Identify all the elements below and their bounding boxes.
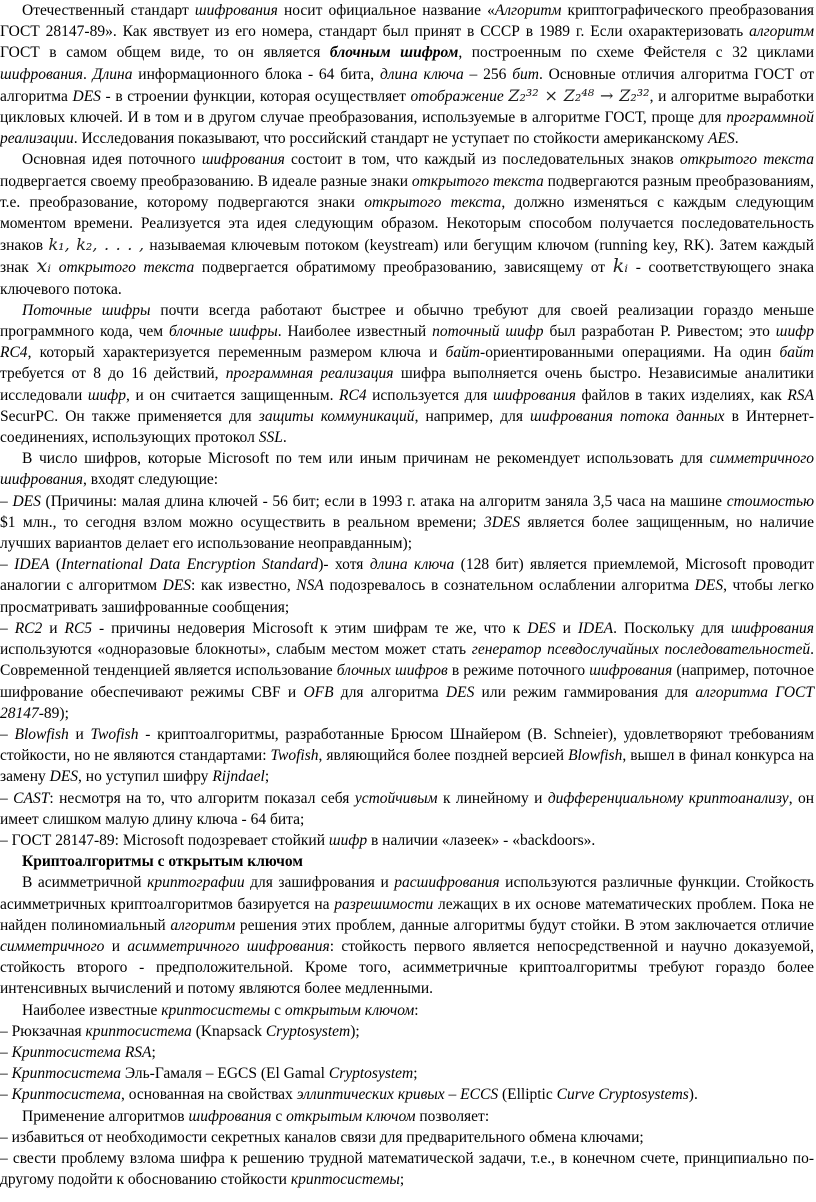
text-run: решения этих проблем, данные алгоритмы будут стойки. В этом заключается отличие (235, 916, 814, 934)
text-run: ГОСТ в самом общем виде, то он является (0, 44, 330, 62)
list-item-elgamal (0, 1063, 814, 1084)
italic-term: IDEA (14, 556, 50, 574)
text-run (51, 259, 59, 276)
italic-term: длина ключа (379, 65, 464, 83)
text-run: - в строении функции, которая осуществляет (100, 87, 411, 105)
italic-term: шифр (328, 831, 368, 849)
text-run: ; (264, 768, 270, 786)
text-run: . Наиболее известный (277, 323, 433, 341)
italic-term: открытого текста (411, 172, 544, 190)
text-run: : как известно, (191, 577, 297, 595)
text-run: ; (413, 1065, 418, 1083)
italic-term: шифрования (731, 619, 815, 637)
italic-term: Rijndael (212, 768, 265, 786)
italic-term: шифрования (201, 151, 285, 169)
italic-term: асимметричного шифрования (127, 937, 330, 955)
text-run: лежащих в их основе математических проблем. Пока не найден полиномиальный (0, 895, 814, 934)
text-run: – 256 (463, 65, 513, 83)
text-run: Наиболее известные (22, 1001, 162, 1019)
italic-term: шифрования (589, 662, 673, 680)
italic-term: Twofish (90, 725, 139, 743)
text-run: – (0, 1086, 12, 1104)
italic-term: стоимостью (726, 492, 815, 510)
list-item-eccs (0, 1084, 814, 1105)
list-item-des (0, 491, 814, 555)
italic-term: алгоритм (170, 916, 236, 934)
text-run: (Knapsack (191, 1022, 266, 1040)
text-run: , например, для (414, 407, 531, 425)
paragraph-stream-idea (0, 149, 814, 299)
paragraph-known-systems (0, 1000, 814, 1021)
text-run: (Причины: малая длина ключей - 56 бит; если в 1993 г. атака на алгоритм заняла 3,5 часа на машине (40, 492, 727, 510)
text-run: -ориентированными операциями. На один (480, 344, 780, 362)
text-run: , вышел в финал конкурса на замену (0, 747, 814, 786)
list-item-idea (0, 554, 814, 618)
italic-term: шифрования (492, 386, 576, 404)
text-run: , чтобы легко просматривать зашифрованные сообщения; (0, 577, 814, 616)
italic-term: шифрования (194, 2, 278, 19)
text-run: называемая ключевым потоком (keystream) или бегущим ключом (running key, RK). Затем каждый знак (0, 237, 814, 277)
list-item-rsa (0, 1042, 814, 1063)
italic-term: дифференциальному криптоанализу (547, 789, 789, 807)
text-run: SecurPC. Он также применяется для (0, 407, 259, 425)
text-run: с (271, 1107, 287, 1125)
text-run: . (734, 130, 739, 148)
italic-term: разрешимости (334, 895, 434, 913)
italic-term: Cryptosystem (328, 1065, 414, 1083)
text-run: )- хотя (318, 556, 370, 574)
text-run: . Современной тенденцией является использование (0, 641, 814, 680)
text-run: ; (151, 1043, 156, 1061)
text-run: : (414, 1001, 419, 1019)
italic-term: шифрования (0, 65, 83, 83)
paragraph-not-recommended (0, 448, 814, 490)
list-item-no-secret-channels (0, 1127, 814, 1148)
text-run: ). (688, 1086, 698, 1104)
text-run: – (0, 1065, 12, 1083)
italic-term: Blowfish (568, 747, 623, 765)
italic-term: открытого текста (679, 151, 814, 169)
text-run: информационного блока - 64 бита, (132, 65, 380, 83)
list-item-math-problem (0, 1148, 814, 1190)
italic-term: Алгоритм (494, 2, 562, 19)
text-run: $1 млн., то сегодня взлом можно осуществить в реальном времени; (0, 513, 484, 531)
text-run: – (0, 492, 13, 510)
italic-term: криптосистемы (161, 1001, 271, 1019)
italic-term: DES (445, 683, 475, 701)
paragraph-application (0, 1106, 814, 1127)
italic-term: OFB (303, 683, 334, 701)
text-run: : несмотря на то, что алгоритм показал себя (49, 789, 355, 807)
text-run: или режим гаммирования для (474, 683, 696, 701)
italic-term: CAST (13, 789, 50, 807)
text-run: В число шифров, которые Microsoft по тем или иным причинам не рекомендует использовать для (22, 450, 710, 468)
italic-term: защиты коммуникаций (258, 407, 415, 425)
italic-term: International Data Encryption Standard (61, 556, 319, 574)
text-run: в режиме поточного (447, 662, 590, 680)
text-run: почти всегда работают быстрее и обычно требуют для своей реализации гораздо меньше программного кода, чем (0, 301, 814, 341)
text-run: , построенным по схеме Фейстеля с 32 циклами (458, 44, 815, 62)
italic-term: Криптосистема (11, 1065, 121, 1083)
italic-term: шифрования потока данных (530, 407, 725, 425)
text-run: подвергаются разным преобразованиям, т.е. преобразование, которому подвергаются знаки (0, 172, 814, 211)
text-run: . Поскольку для (613, 619, 732, 637)
text-run: – (0, 789, 14, 807)
text-run: Отечественный стандарт (22, 2, 195, 19)
italic-term: DES (49, 768, 79, 786)
text-run: , он имеет слишком малую длину ключа - 64 бита; (0, 789, 815, 828)
text-run: для зашифрования и (244, 874, 395, 892)
text-run: для алгоритма (333, 683, 446, 701)
text-run: ; (399, 1171, 405, 1189)
italic-term: симметричного (0, 937, 105, 955)
text-run: ); (350, 1022, 360, 1040)
text-run: криптографического преобразования ГОСТ 28147-89». Как явствует из его номера, стандарт был принят в СССР в 1989 г. Если охарактеризовать (0, 2, 815, 41)
italic-term: 3DES (483, 513, 521, 531)
italic-term: шифрования (188, 1107, 272, 1125)
italic-term: Криптосистема RSA (11, 1043, 152, 1061)
paragraph-asymmetric (0, 872, 814, 999)
formula-xi: xᵢ (36, 255, 52, 278)
text-run: (128 бит) является приемлемой, Microsoft проводит аналогии с алгоритмом (0, 556, 815, 595)
text-run: : стойкость первого является непосредственной и научно доказуемой, стойкость второго - предположительной. Кроме того, асимметричные криптоалгоритмы требуют гораздо более интенсивных вычислений и потому являются более медленными. (0, 937, 815, 998)
text-run: в Интернет-соединениях, использующих протокол (0, 407, 814, 447)
italic-term: поточный шифр (432, 323, 544, 341)
paragraph-stream-ciphers (0, 300, 814, 448)
italic-term: NSA (296, 577, 324, 595)
text-run: Криптоалгоритмы с открытым ключом (22, 853, 303, 871)
italic-term: IDEA (577, 619, 614, 637)
list-item-gost (0, 830, 814, 851)
text-run: – свести проблему взлома шифра к решению трудной математической задачи, т.е., в конечном счете, принципиально по-другому подойти к обоснованию стойкости (0, 1149, 814, 1189)
list-item-knapsack (0, 1021, 814, 1042)
italic-term: RSA (787, 386, 815, 404)
text-run: – (0, 1043, 12, 1061)
italic-term: расшифрования (394, 874, 500, 892)
text-run: состоит в том, что каждый из последовательных знаков (284, 151, 680, 169)
text-run: и (68, 725, 91, 743)
italic-term: Поточные шифры (22, 301, 151, 319)
text-run: и (42, 619, 65, 637)
text-run: был разработан Р. Ривестом; это (543, 323, 776, 341)
text-run: В асимметричной (22, 874, 148, 892)
text-run: в наличии «лазеек» - «backdoors». (367, 831, 596, 849)
text-run: подвергается обратимому преобразованию, зависящему от (194, 259, 613, 277)
text-run: – (0, 556, 15, 574)
text-run: Основная идея поточного (22, 151, 202, 169)
italic-term: SSL (258, 429, 283, 447)
italic-term: RC4 (339, 386, 367, 404)
italic-term: DES (72, 87, 101, 105)
text-run: Эль-Гамаля – EGCS (El Gamal (120, 1065, 329, 1083)
italic-term: бит (512, 65, 539, 83)
text-run: является более защищенным, но наличие лучших вариантов делает его использование неоправданным); (0, 513, 814, 553)
text-run: , но уступил шифру (78, 768, 213, 786)
text-run: шифра выполняется очень быстро. Независимые аналитики исследовали (0, 365, 814, 404)
text-run: файлов в таких изделиях, как (575, 386, 788, 404)
formula-key-sequence: k₁, k₂, . . . , (48, 235, 145, 255)
text-run: . Основные отличия алгоритма ГОСТ от алгоритма (0, 65, 815, 105)
text-run: используются «одноразовые блокноты», слабым местом может стать (0, 641, 472, 659)
text-run: - соответствующего знака ключевого потока. (0, 259, 815, 298)
text-run: используется для (366, 386, 493, 404)
italic-term: длина ключа (369, 556, 455, 574)
italic-term: открытым ключом (284, 1001, 415, 1019)
text-run: ( (49, 556, 62, 574)
text-run: используются различные функции. Стойкость асимметричных криптоалгоритмов базируется на (0, 874, 814, 913)
list-item-blowfish (0, 724, 814, 788)
text-run: подозревалось в сознательном ослаблении алгоритма (323, 577, 695, 595)
italic-term: Длина (92, 65, 133, 83)
text-run: , который характеризуется переменным размером ключа и (27, 344, 446, 362)
italic-term: открытого текста (58, 259, 195, 277)
italic-term: Curve Cryptosystems (556, 1086, 689, 1104)
italic-term: DES (12, 492, 41, 510)
text-run: с (270, 1001, 285, 1019)
bold-term: блочным шифром (329, 44, 459, 62)
formula-ki: kᵢ (612, 255, 629, 278)
italic-term: DES (694, 577, 724, 595)
formula-mapping: Z₂³² × Z₂⁴⁸ → Z₂³² (508, 85, 650, 105)
italic-term: шифр RC4 (0, 323, 814, 362)
text-run: (Elliptic (498, 1086, 557, 1104)
italic-term: криптографии (147, 874, 245, 892)
italic-term: блочные шифры (168, 323, 278, 341)
text-run: . (282, 429, 287, 447)
list-item-rc2-rc5 (0, 618, 814, 724)
text-run: Применение алгоритмов (22, 1107, 189, 1125)
italic-term: устойчивым (354, 789, 438, 807)
paragraph-gost (0, 0, 814, 149)
text-run: , являющийся более поздней версией (318, 747, 569, 765)
italic-term: программная реализация (225, 365, 394, 383)
text-run: - причины недоверия Microsoft к этим шифрам те же, что к (92, 619, 528, 637)
text-run: , входят следующие: (82, 471, 219, 489)
italic-term: симметричного шифрования (0, 450, 814, 489)
italic-term: алгоритм (749, 23, 814, 41)
italic-term: алгоритма ГОСТ 28147 (0, 683, 814, 722)
section-heading (0, 851, 814, 872)
text-run: - криптоалгоритмы, разработанные Брюсом Шнайером (B. Schneier), удовлетворяют требованиям стойкости, но не являются стандартами: (0, 725, 814, 765)
text-run: подвергается своему преобразованию. В идеале разные знаки (0, 172, 412, 190)
italic-term: RC2 (14, 619, 43, 637)
list-item-cast (0, 788, 814, 830)
italic-term: DES (162, 577, 192, 595)
italic-term: RC5 (64, 619, 93, 637)
text-run: (например, поточное шифрование обеспечивают режимы CBF и (0, 662, 814, 701)
italic-term: AES (708, 130, 735, 148)
text-run: -89); (38, 704, 69, 722)
italic-term: Криптосистема (11, 1086, 121, 1104)
text-run: – избавиться от необходимости секретных каналов связи для предварительного обмена ключами; (0, 1128, 644, 1146)
italic-term: отображение (410, 87, 504, 105)
text-run: , и алгоритме выработки цикловых ключей. И в том и в другом случае преобразования, используемые в алгоритме ГОСТ, проще для (0, 87, 815, 127)
text-run: – Рюкзачная (0, 1022, 86, 1040)
italic-term: криптосистемы (290, 1171, 400, 1189)
italic-term: блочных шифров (336, 662, 448, 680)
text-run: требуется от 8 до 16 действий, (0, 365, 226, 383)
text-run: – (0, 619, 15, 637)
italic-term: Blowfish (14, 725, 69, 743)
text-run: и (104, 937, 128, 955)
text-run: . Исследования показывают, что российский стандарт не уступает по стойкости американскому (73, 130, 709, 148)
italic-term: байт (445, 344, 481, 362)
italic-term: генератор псевдослучайных последовательностей (471, 641, 811, 659)
italic-term: Cryptosystem (265, 1022, 351, 1040)
text-run: и (555, 619, 578, 637)
italic-term: Twofish (270, 747, 319, 765)
text-run: носит официальное название « (277, 2, 495, 19)
text-run: . (82, 65, 93, 83)
text-run: , основанная на свойствах (120, 1086, 297, 1104)
text-run: , должно изменяться с каждым следующим моментом времени. Реализуется эта идея следующим образом. Некоторым способом получается последовательность знаков (0, 193, 814, 255)
italic-term: открытым ключом (286, 1107, 416, 1125)
italic-term: байт (779, 344, 814, 362)
italic-term: программной реализации (0, 109, 814, 148)
italic-term: криптосистема (85, 1022, 192, 1040)
text-run: к линейному и (437, 789, 548, 807)
text-run: – (0, 725, 15, 743)
italic-term: открытого текста (364, 193, 502, 211)
text-run: – ГОСТ 28147-89: Microsoft подозревает стойкий (0, 831, 329, 849)
italic-term: эллиптических кривых – ECCS (296, 1086, 499, 1104)
italic-term: шифр (87, 386, 127, 404)
text-run: , и он считается защищенным. (126, 386, 340, 404)
italic-term: DES (527, 619, 556, 637)
text-run: позволяет: (415, 1107, 490, 1125)
